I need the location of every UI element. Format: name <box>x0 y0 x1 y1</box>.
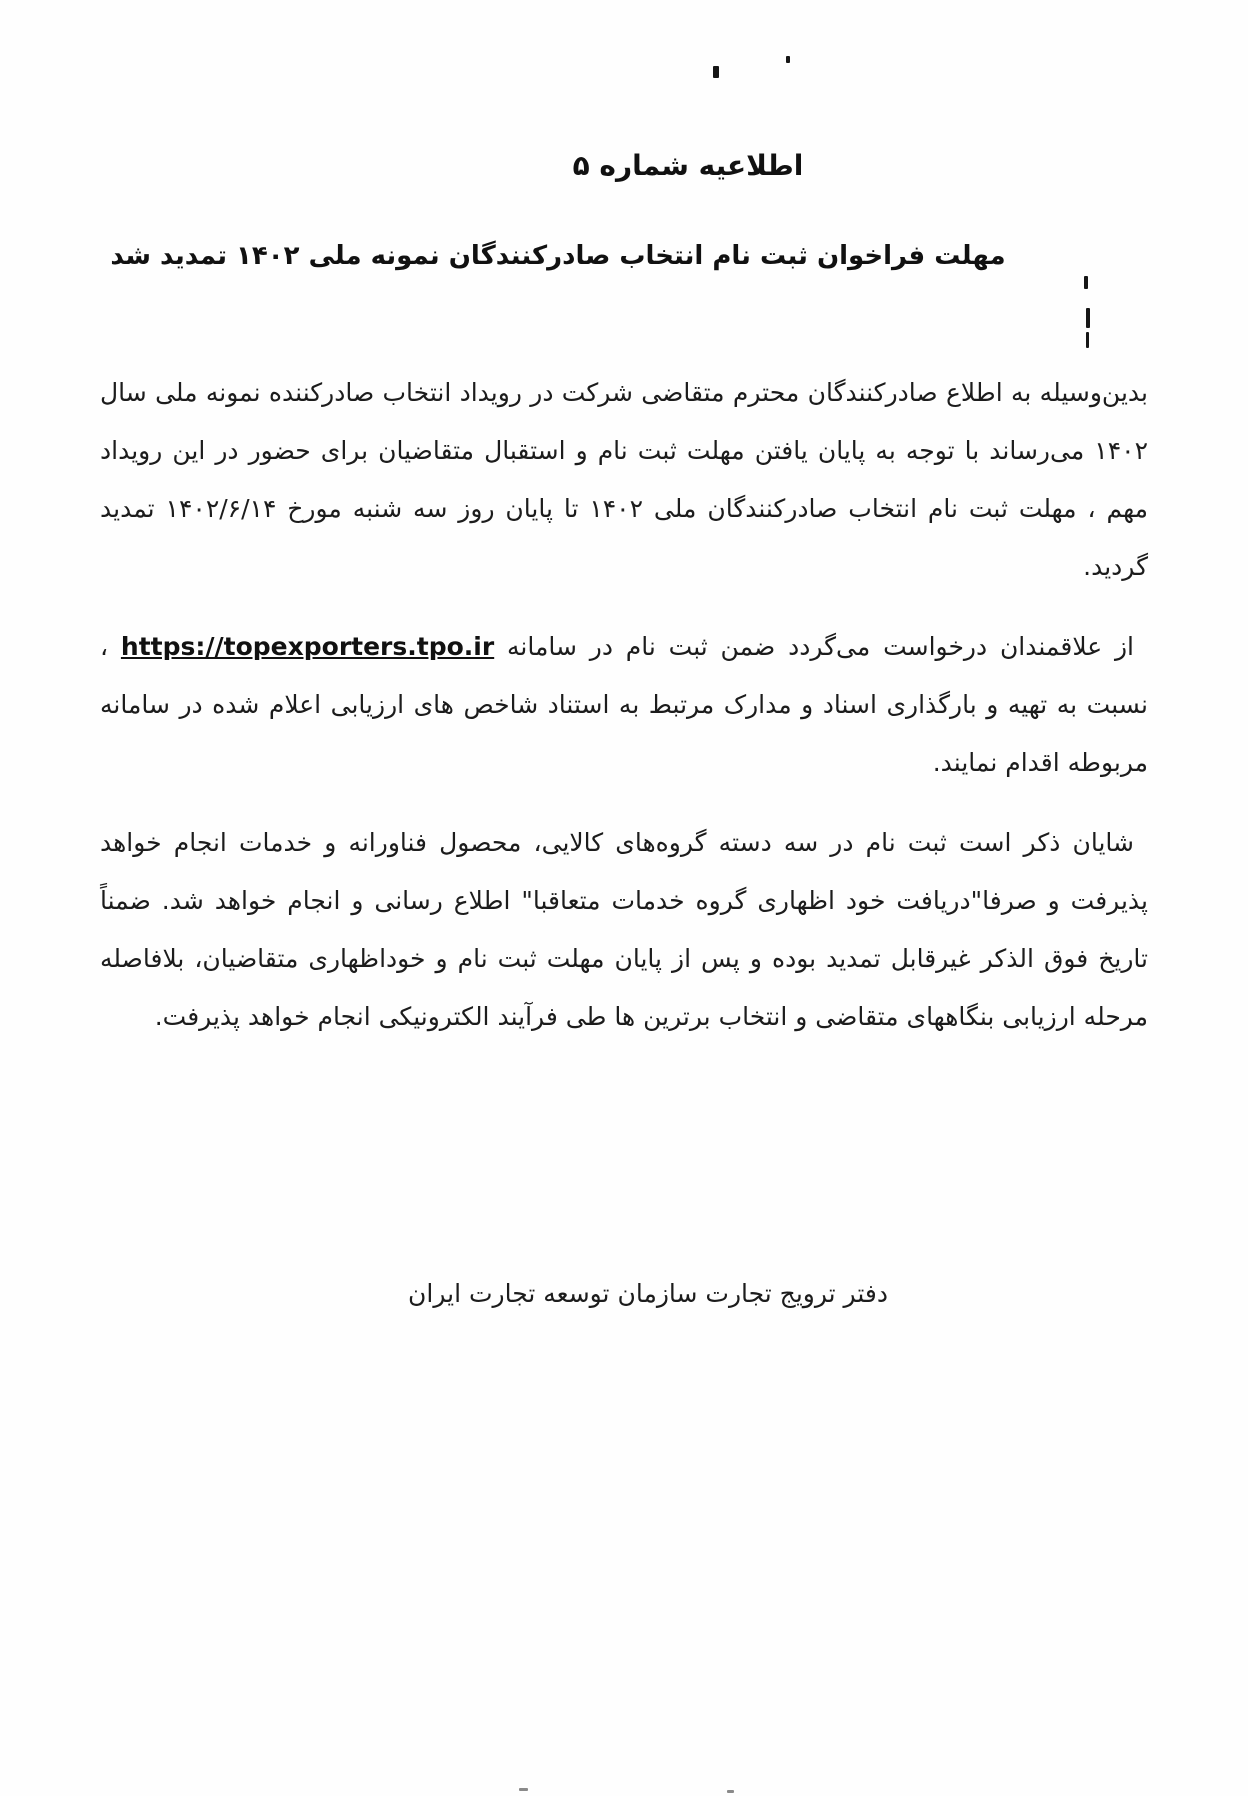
paragraph-text-after-link: ، نسبت به تهیه و بارگذاری اسناد و مدارک مرتبط به استناد شاخص های ارزیابی اعلام شده در سامانه مربوطه اقدام نمایند. <box>100 632 1148 777</box>
body-paragraph-categories-note: شایان ذکر است ثبت نام در سه دسته گروه‌های کالایی، محصول فناورانه و خدمات انجام خواهد پذیرفت و صرفا"دریافت خود اظهاری گروه خدمات متعاقبا" اطلاع رسانی و انجام خواهد شد. ضمناً تاریخ فوق الذکر غیرقابل تمدید بوده و پس از پایان مهلت ثبت نام و خوداظهاری متقاضیان، بلافاصله مرحله ارزیابی بنگاههای متقاضی و انتخاب برترین ها طی فرآیند الکترونیکی انجام خواهد پذیرفت. <box>100 828 1148 1031</box>
scan-artifact <box>519 1788 528 1791</box>
announcement-number-heading: اطلاعیه شماره ۵ <box>572 149 804 182</box>
signature-line: دفتر ترویج تجارت سازمان توسعه تجارت ایران <box>408 1279 888 1308</box>
body-paragraph-registration-request <box>100 618 1148 792</box>
paragraph-text-before-link: از علاقمندان درخواست می‌گردد ضمن ثبت نام در سامانه <box>494 632 1135 661</box>
body-paragraph-deadline-extension: بدین‌وسیله به اطلاع صادرکنندگان محترم متقاضی شرکت در رویداد انتخاب صادرکننده نمونه ملی سال ۱۴۰۲ می‌رساند با توجه به پایان یافتن مهلت ثبت نام و استقبال متقاضیان برای حضور در این رویداد مهم ، مهلت ثبت نام انتخاب صادرکنندگان ملی ۱۴۰۲ تا پایان روز سه شنبه مورخ ۱۴۰۲/۶/۱۴ تمدید گردید. <box>100 378 1149 581</box>
scan-artifact <box>727 1790 734 1793</box>
registration-portal-link[interactable]: https://topexporters.tpo.ir <box>120 632 495 661</box>
document-content <box>100 0 1148 1314</box>
announcement-title-heading: مهلت فراخوان ثبت نام انتخاب صادرکنندگان نمونه ملی ۱۴۰۲ تمدید شد <box>110 241 1006 271</box>
